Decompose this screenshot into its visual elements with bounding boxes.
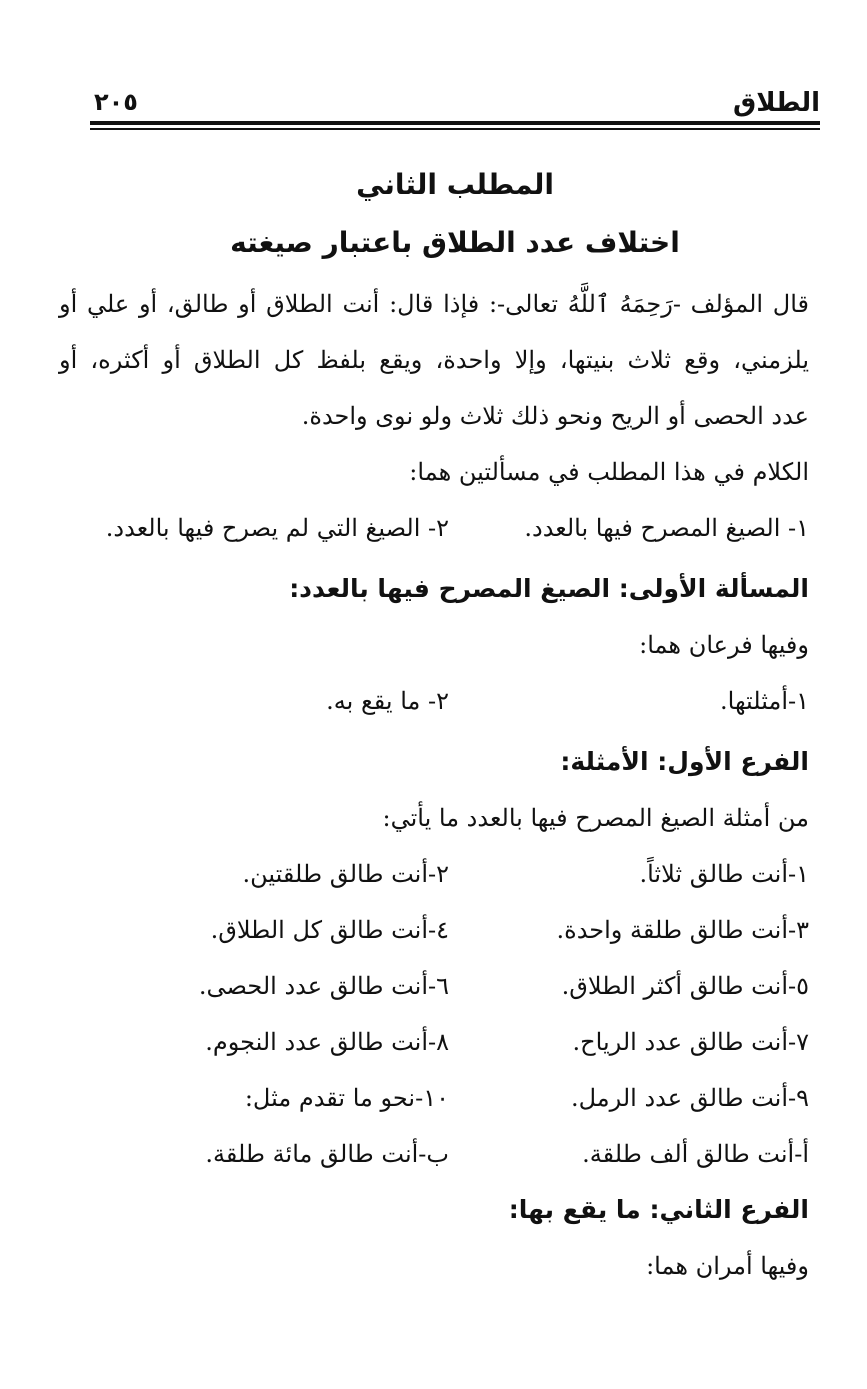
example-item: ١٠-نحو ما تقدم مثل: — [244, 1084, 449, 1112]
issue1-heading: المسألة الأولى: الصيغ المصرح فيها بالعدد: — [289, 574, 809, 603]
running-header — [90, 88, 820, 120]
example-item: ١-أنت طالق ثلاثاً. — [639, 860, 809, 888]
branch-item-2: ٢- ما يقع به. — [326, 687, 449, 715]
intro-line-2: يلزمني، وقع ثلاث بنيتها، وإلا واحدة، ويقع بلفظ كل الطلاق أو أكثره، أو — [59, 346, 809, 374]
example-item: أ-أنت طالق ألف طلقة. — [582, 1140, 809, 1168]
matters-intro: وفيها أمران هما: — [646, 1252, 809, 1280]
branches-intro: وفيها فرعان هما: — [639, 631, 809, 659]
example-item: ٦-أنت طالق عدد الحصى. — [198, 972, 449, 1000]
intro-line-3: عدد الحصى أو الريح ونحو ذلك ثلاث ولو نوى واحدة. — [301, 402, 809, 430]
example-item: ب-أنت طالق مائة طلقة. — [205, 1140, 449, 1168]
issue-item-2: ٢- الصيغ التي لم يصرح فيها بالعدد. — [105, 514, 449, 542]
section-subtitle: اختلاف عدد الطلاق باعتبار صيغته — [230, 226, 680, 259]
issue-item-1: ١- الصيغ المصرح فيها بالعدد. — [524, 514, 809, 542]
example-item: ٤-أنت طالق كل الطلاق. — [210, 916, 449, 944]
example-item: ٩-أنت طالق عدد الرمل. — [570, 1084, 809, 1112]
example-item: ٢-أنت طالق طلقتين. — [242, 860, 449, 888]
discussion-intro: الكلام في هذا المطلب في مسألتين هما: — [409, 458, 809, 486]
running-title: الطلاق — [733, 88, 820, 118]
example-item: ٣-أنت طالق طلقة واحدة. — [556, 916, 809, 944]
page-number: ٢٠٥ — [94, 88, 138, 116]
example-item: ٥-أنت طالق أكثر الطلاق. — [561, 972, 809, 1000]
branch-item-1: ١-أمثلتها. — [720, 687, 809, 715]
example-item: ٧-أنت طالق عدد الرياح. — [572, 1028, 809, 1056]
example-item: ٨-أنت طالق عدد النجوم. — [205, 1028, 449, 1056]
branch2-heading: الفرع الثاني: ما يقع بها: — [508, 1195, 809, 1224]
header-rule-thick — [90, 121, 820, 125]
header-rule-thin — [90, 128, 820, 130]
branch1-heading: الفرع الأول: الأمثلة: — [560, 747, 809, 776]
section-title: المطلب الثاني — [356, 168, 554, 201]
intro-line-1: قال المؤلف -رَحِمَهُ ٱللَّهُ تعالى-: فإذا قال: أنت الطلاق أو طالق، أو علي أو — [59, 290, 809, 318]
examples-intro: من أمثلة الصيغ المصرح فيها بالعدد ما يأتي: — [382, 804, 809, 832]
